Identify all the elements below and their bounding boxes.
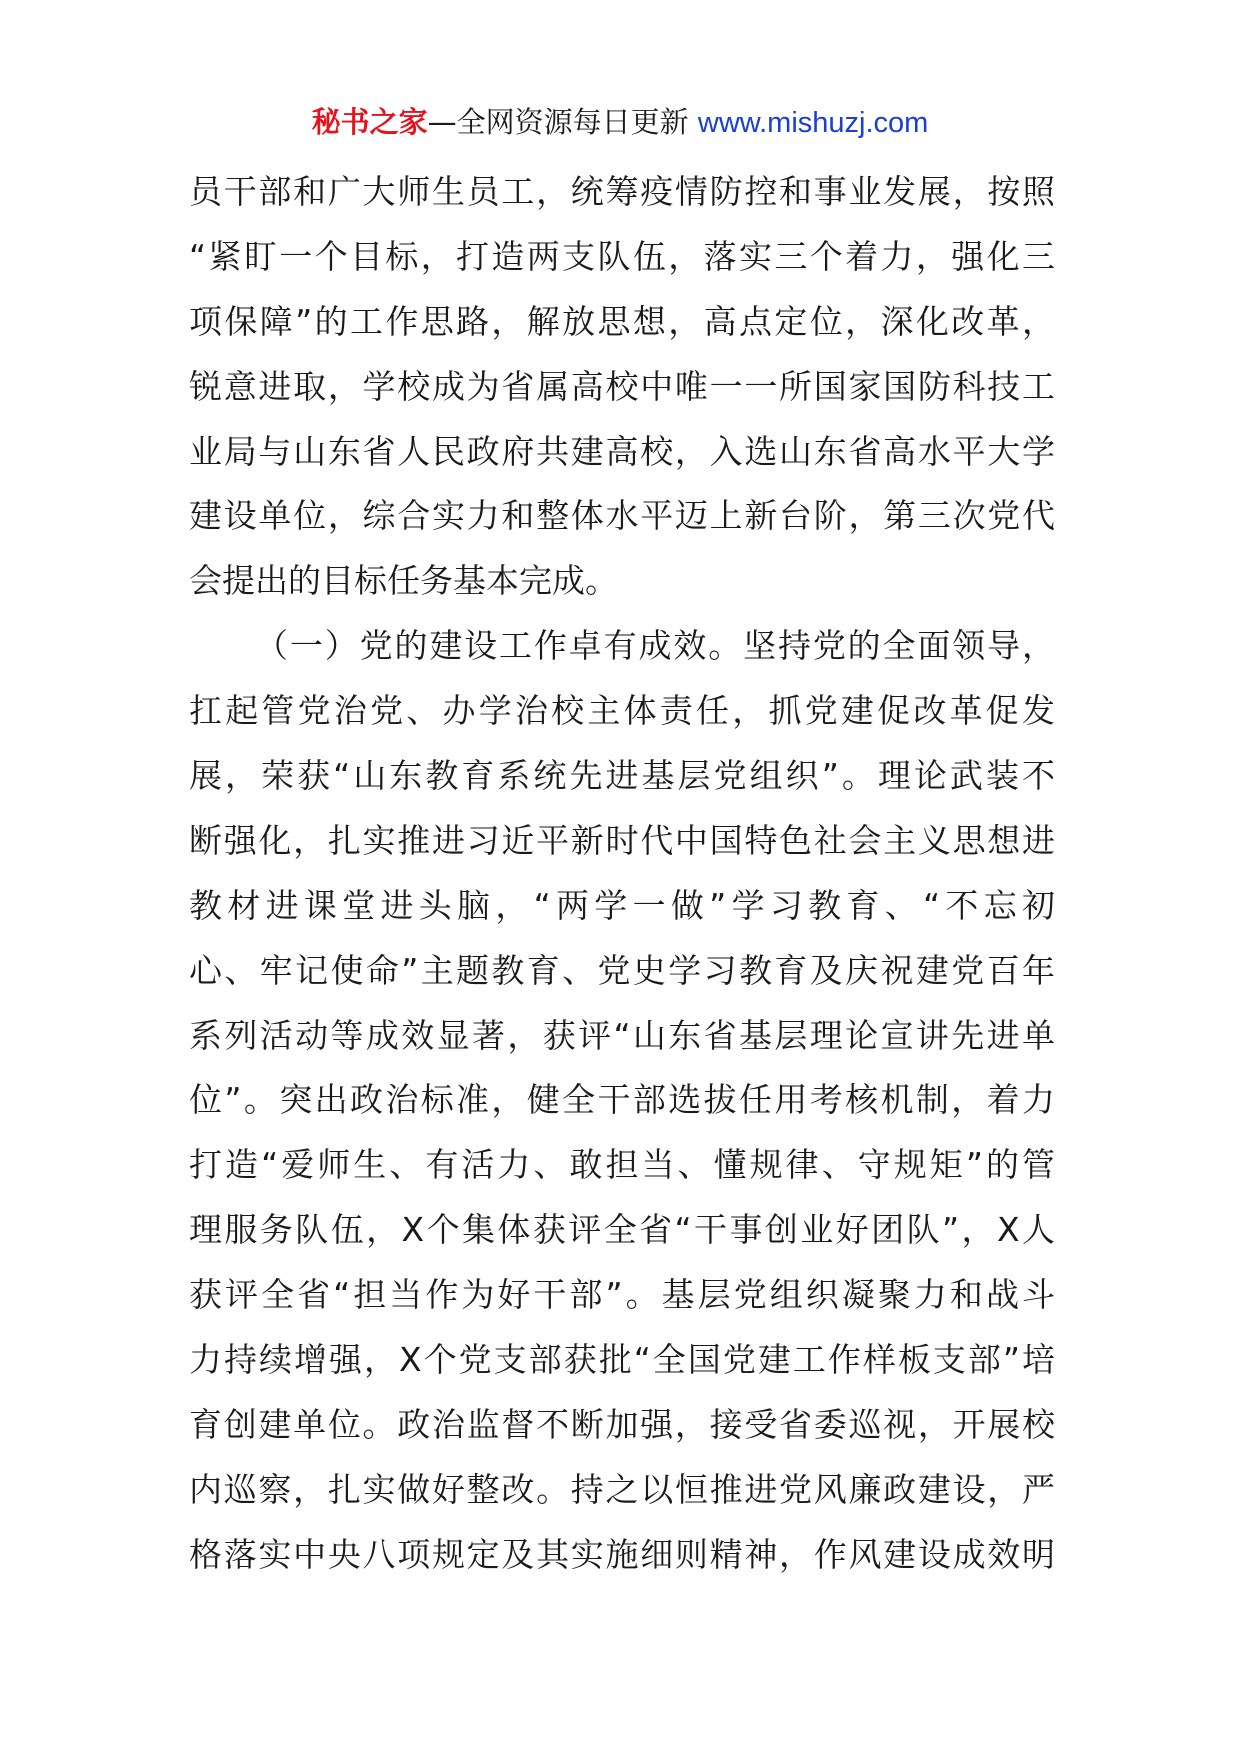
- text-line: 位”。突出政治标准，健全干部选拔任用考核机制，着力: [189, 1080, 1055, 1120]
- text-line: 建设单位，综合实力和整体水平迈上新台阶，第三次党代: [189, 496, 1055, 536]
- text-line: 业局与山东省人民政府共建高校，入选山东省高水平大学: [189, 431, 1055, 471]
- text-line: 理服务队伍，X个集体获评全省“干事创业好团队”，X人: [189, 1210, 1055, 1250]
- text-line: 展，荣获“山东教育系统先进基层党组织”。理论武装不: [189, 756, 1055, 796]
- text-line: 内巡察，扎实做好整改。持之以恒推进党风廉政建设，严: [189, 1469, 1055, 1509]
- site-header: [0, 100, 1240, 145]
- text-line: 项保障”的工作思路，解放思想，高点定位，深化改革，: [189, 301, 1055, 341]
- text-line: 力持续增强，X个党支部获批“全国党建工作样板支部”培: [189, 1340, 1055, 1380]
- section-heading-line: （一）党的建设工作卓有成效。坚持党的全面领导，: [255, 626, 1055, 666]
- text-line: 格落实中央八项规定及其实施细则精神，作风建设成效明: [189, 1534, 1055, 1574]
- header-slogan: —全网资源每日更新: [427, 105, 698, 139]
- text-line: 打造“爱师生、有活力、敢担当、懂规律、守规矩”的管: [189, 1145, 1055, 1185]
- text-line: 心、牢记使命”主题教育、党史学习教育及庆祝建党百年: [189, 950, 1055, 990]
- text-line: 断强化，扎实推进习近平新时代中国特色社会主义思想进: [189, 820, 1055, 860]
- text-line: 教材进课堂进头脑，“两学一做”学习教育、“不忘初: [189, 885, 1055, 925]
- text-line: 锐意进取，学校成为省属高校中唯一一所国家国防科技工: [189, 366, 1055, 406]
- text-line: 系列活动等成效显著，获评“山东省基层理论宣讲先进单: [189, 1015, 1055, 1055]
- header-url-link[interactable]: www.mishuzj.com: [697, 107, 929, 139]
- text-line: 扛起管党治党、办学治校主体责任，抓党建促改革促发: [189, 691, 1055, 731]
- document-body: [189, 160, 1055, 1588]
- paragraph-end-line: 会提出的目标任务基本完成。: [189, 561, 618, 601]
- text-line: 育创建单位。政治监督不断加强，接受省委巡视，开展校: [189, 1404, 1055, 1444]
- text-line: 员干部和广大师生员工，统筹疫情防控和事业发展，按照: [189, 172, 1055, 211]
- text-line: 获评全省“担当作为好干部”。基层党组织凝聚力和战斗: [189, 1275, 1055, 1315]
- header-brand: 秘书之家: [311, 105, 428, 139]
- text-line: “紧盯一个目标，打造两支队伍，落实三个着力，强化三: [189, 236, 1055, 276]
